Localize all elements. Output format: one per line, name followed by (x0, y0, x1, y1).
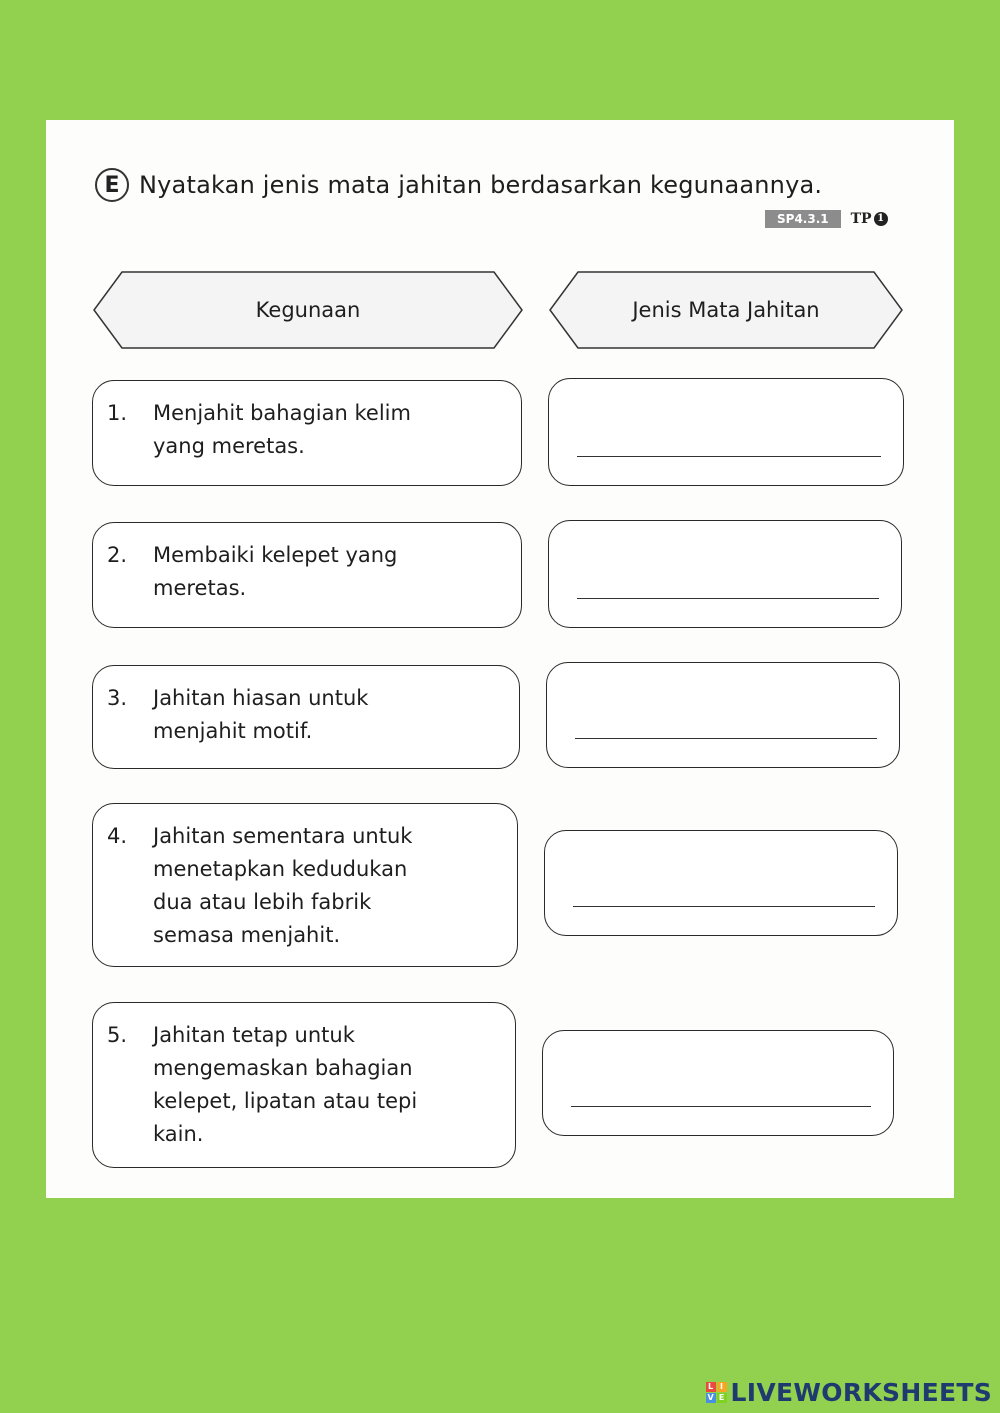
question-card-1 (92, 380, 522, 486)
question-card-5 (92, 1002, 516, 1168)
answer-box-3 (546, 662, 900, 768)
logo-letter: L (706, 1382, 716, 1392)
standard-code-badge: SP4.3.1 (765, 210, 841, 228)
answer-input-4[interactable] (573, 875, 875, 905)
question-line: kelepet, lipatan atau tepi (153, 1089, 418, 1113)
question-card-2 (92, 522, 522, 628)
question-line: meretas. (153, 576, 247, 600)
column-header-kegunaan (92, 270, 524, 350)
question-line: semasa menjahit. (153, 923, 341, 947)
answer-line (577, 456, 881, 457)
answer-box-2 (548, 520, 902, 628)
question-number: 2. (107, 543, 128, 567)
tp-level-badge (851, 211, 888, 227)
instruction-text: Nyatakan jenis mata jahitan berdasarkan kegunaannya. (139, 171, 823, 199)
answer-line (575, 738, 877, 739)
column-header-label: Kegunaan (255, 298, 361, 322)
question-line: Jahitan hiasan untuk (153, 686, 369, 710)
question-line: Jahitan tetap untuk (153, 1023, 355, 1047)
answer-input-3[interactable] (575, 707, 877, 737)
answer-box-4 (544, 830, 898, 936)
question-card-3 (92, 665, 520, 769)
question-line: Menjahit bahagian kelim (153, 401, 411, 425)
answer-line (571, 1106, 871, 1107)
answer-box-5 (542, 1030, 894, 1136)
question-text (153, 539, 397, 617)
question-number: 3. (107, 686, 128, 710)
answer-line (573, 906, 875, 907)
logo-letter: I (717, 1382, 727, 1392)
logo-letter: E (717, 1393, 727, 1403)
brand-name: LIVEWORKSHEETS (730, 1378, 992, 1407)
question-line: menetapkan kedudukan (153, 857, 408, 881)
section-letter-badge: E (95, 168, 129, 202)
tp-level-number: 1 (874, 212, 888, 226)
answer-line (577, 598, 879, 599)
question-line: kain. (153, 1122, 204, 1146)
question-line: yang meretas. (153, 434, 305, 458)
question-number: 1. (107, 401, 128, 425)
question-number: 5. (107, 1023, 128, 1047)
answer-input-5[interactable] (571, 1075, 871, 1105)
answer-input-2[interactable] (577, 567, 879, 597)
column-header-label: Jenis Mata Jahitan (632, 298, 820, 322)
section-header (95, 160, 822, 210)
question-text (153, 397, 411, 475)
question-line: Membaiki kelepet yang (153, 543, 398, 567)
question-text (153, 820, 412, 956)
question-line: dua atau lebih fabrik (153, 890, 372, 914)
liveworksheets-brand (706, 1378, 992, 1407)
liveworksheets-logo-icon (706, 1382, 727, 1403)
answer-input-1[interactable] (577, 425, 881, 455)
question-text (153, 682, 368, 758)
tp-label: TP (850, 211, 872, 227)
question-line: Jahitan sementara untuk (153, 824, 413, 848)
question-line: menjahit motif. (153, 719, 313, 743)
question-line: mengemaskan bahagian (153, 1056, 413, 1080)
answer-box-1 (548, 378, 904, 486)
logo-letter: V (707, 1393, 714, 1402)
question-card-4 (92, 803, 518, 967)
question-text (153, 1019, 417, 1157)
standard-meta (765, 210, 888, 228)
question-number: 4. (107, 824, 128, 848)
column-header-jenis (548, 270, 904, 350)
